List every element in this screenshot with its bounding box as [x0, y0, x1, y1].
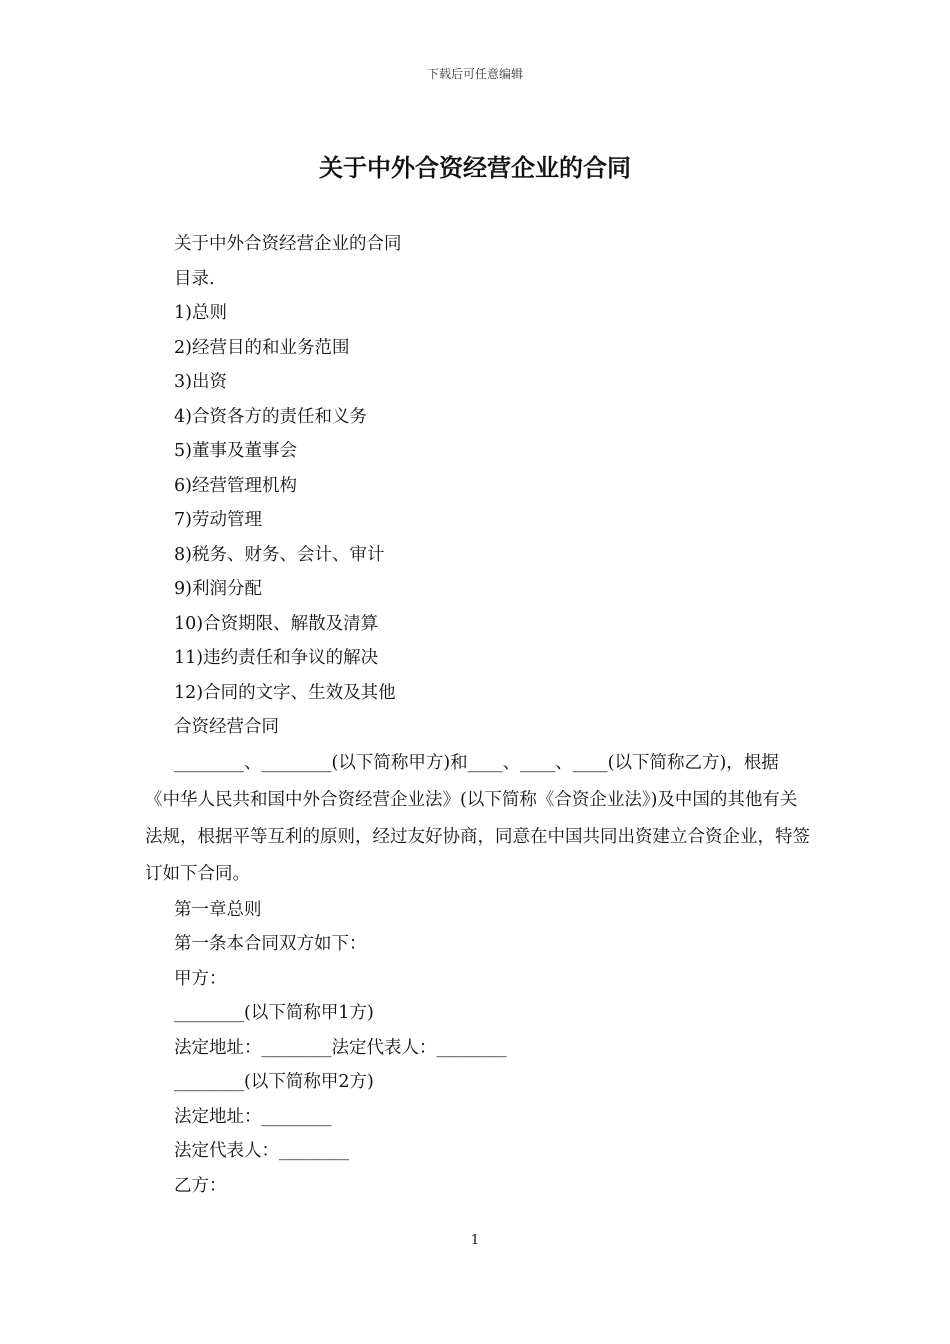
toc-item: 3)出资 — [174, 372, 227, 392]
party-representative-field: 法定代表人：________ — [174, 1141, 349, 1161]
party-address-field: 法定地址：________ — [174, 1106, 332, 1127]
toc-item: 11)违约责任和争议的解决 — [174, 648, 379, 668]
text-line: 关于中外合资经营企业的合同 — [174, 234, 402, 254]
toc-item: 5)董事及董事会 — [174, 441, 297, 461]
toc-item: 1)总则 — [174, 303, 227, 323]
article-heading: 第一条本合同双方如下： — [174, 934, 367, 954]
toc-item: 4)合资各方的责任和义务 — [174, 406, 367, 427]
party-label: 乙方： — [174, 1175, 227, 1196]
document-body — [145, 227, 810, 1203]
toc-item: 10)合资期限、解散及清算 — [174, 613, 379, 634]
chapter-heading: 第一章总则 — [174, 899, 262, 920]
toc-item: 8)税务、财务、会计、审计 — [174, 544, 385, 565]
document-title: 关于中外合资经营企业的合同 — [319, 153, 631, 182]
toc-item: 2)经营目的和业务范围 — [174, 337, 350, 358]
preamble-paragraph: ________、________(以下简称甲方)和____、____、____(以下简称乙方)，根据《中华人民共和国中外合资经营企业法》(以下简称《合资企业法》)及中国的其他有关法规，根据平等互利的原则，经过友好协商，同意在中国共同出资建立合资企业，特签订如下合同。 — [145, 752, 810, 884]
text-line: 目录. — [174, 268, 215, 289]
party-label: 甲方： — [174, 968, 227, 989]
page-header-note: 下载后可任意编辑 — [426, 67, 523, 81]
page-number: 1 — [470, 1233, 480, 1248]
section-heading: 合资经营合同 — [174, 717, 279, 737]
toc-item: 9)利润分配 — [174, 579, 262, 599]
toc-item: 6)经营管理机构 — [174, 475, 297, 496]
toc-item: 12)合同的文字、生效及其他 — [174, 682, 396, 703]
party-address-field: 法定地址：________法定代表人：________ — [174, 1037, 507, 1058]
party-name-field: ________(以下简称甲1方) — [174, 1003, 374, 1023]
party-name-field: ________(以下简称甲2方) — [174, 1072, 374, 1092]
toc-item: 7)劳动管理 — [174, 510, 262, 530]
